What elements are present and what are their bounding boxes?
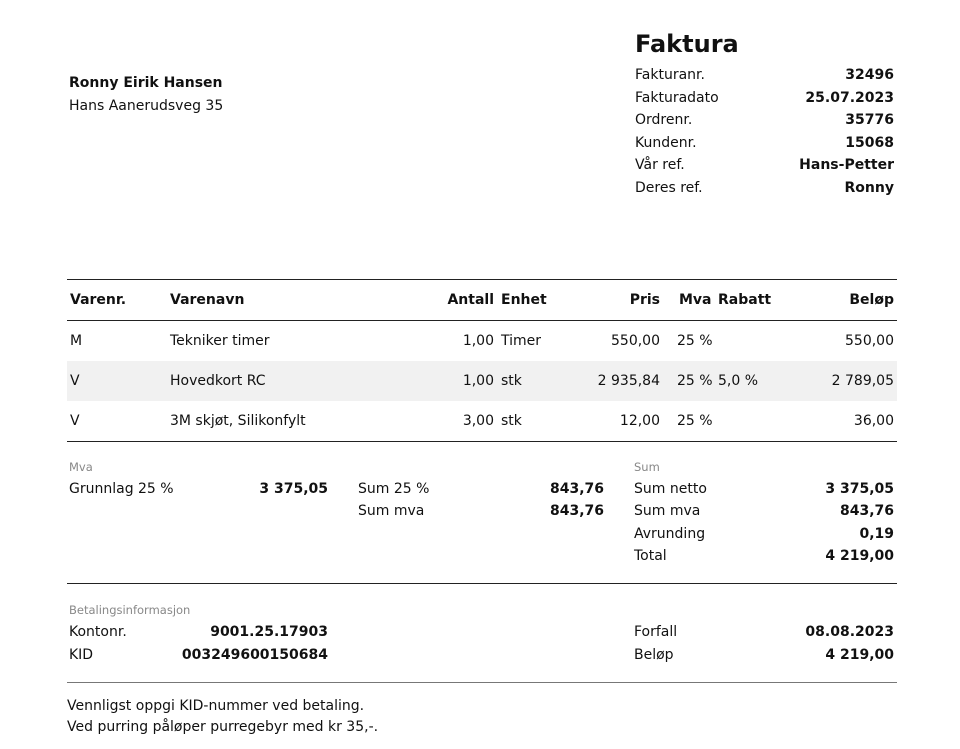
payment-amount-value: 4 219,00 [825,647,894,663]
customer-block [69,72,223,118]
payment-due-label: Forfall [634,624,678,640]
vat-sum25-value: 843,76 [549,481,604,497]
totals-vat-value: 843,76 [839,503,894,519]
summary-rule [67,583,897,584]
table-row: V 3M skjøt, Silikonfylt 3,00 stk 12,00 25 % 36,00 [70,413,894,429]
table-row: V Hovedkort RC 1,00 stk 2 935,84 25 % 5,0 % 2 789,05 [67,361,897,401]
totals-total-value: 4 219,00 [825,548,894,564]
payment-section-label: Betalingsinformasjon [69,603,191,617]
table-header: Varenr. Varenavn Antall Enhet Pris Mva Rabatt Beløp [70,292,894,308]
table-row: M Tekniker timer 1,00 Timer 550,00 25 % 550,00 [70,333,894,349]
table-bottom-rule [67,441,897,442]
items-table [67,279,897,442]
payment-kid-label: KID [69,647,94,663]
totals-net-value: 3 375,05 [825,481,894,497]
meta-row-our-ref: Vår ref. Hans-Petter [635,157,894,173]
customer-address: Hans Aanerudsveg 35 [69,98,224,114]
totals-vat-label: Sum mva [634,503,701,519]
footer-note-reminder: Ved purring påløper purregebyr med kr 35,-. [67,719,379,735]
invoice-meta [635,64,894,199]
payment-kid-value: 003249600150684 [181,647,328,663]
meta-row-order-number: Ordrenr. 35776 [635,112,894,128]
payment-account-label: Kontonr. [69,624,127,640]
vat-basis-value: 3 375,05 [259,481,328,497]
payment-due-value: 08.08.2023 [805,624,894,640]
meta-row-invoice-date: Fakturadato 25.07.2023 [635,89,894,106]
meta-row-your-ref: Deres ref. Ronny [635,179,894,196]
meta-row-customer-number: Kundenr. 15068 [635,134,894,151]
totals-total-label: Total [634,548,667,564]
meta-row-invoice-number: Fakturanr. 32496 [635,67,894,83]
totals-rounding-value: 0,19 [859,526,894,542]
payment-rule [67,682,897,683]
vat-section-label: Mva [69,460,93,474]
totals-net-label: Sum netto [634,481,707,497]
vat-basis-label: Grunnlag 25 % [69,481,174,497]
vat-sum25-label: Sum 25 % [358,481,430,497]
totals-section-label: Sum [634,460,660,474]
vat-summva-value: 843,76 [549,503,604,519]
payment-account-value: 9001.25.17903 [210,624,328,640]
footer-note-kid: Vennligst oppgi KID-nummer ved betaling. [67,698,365,714]
totals-rounding-label: Avrunding [634,526,706,542]
customer-name: Ronny Eirik Hansen [69,75,223,91]
invoice-title: Faktura [635,30,739,58]
payment-amount-label: Beløp [634,647,674,663]
vat-summva-label: Sum mva [358,503,425,519]
